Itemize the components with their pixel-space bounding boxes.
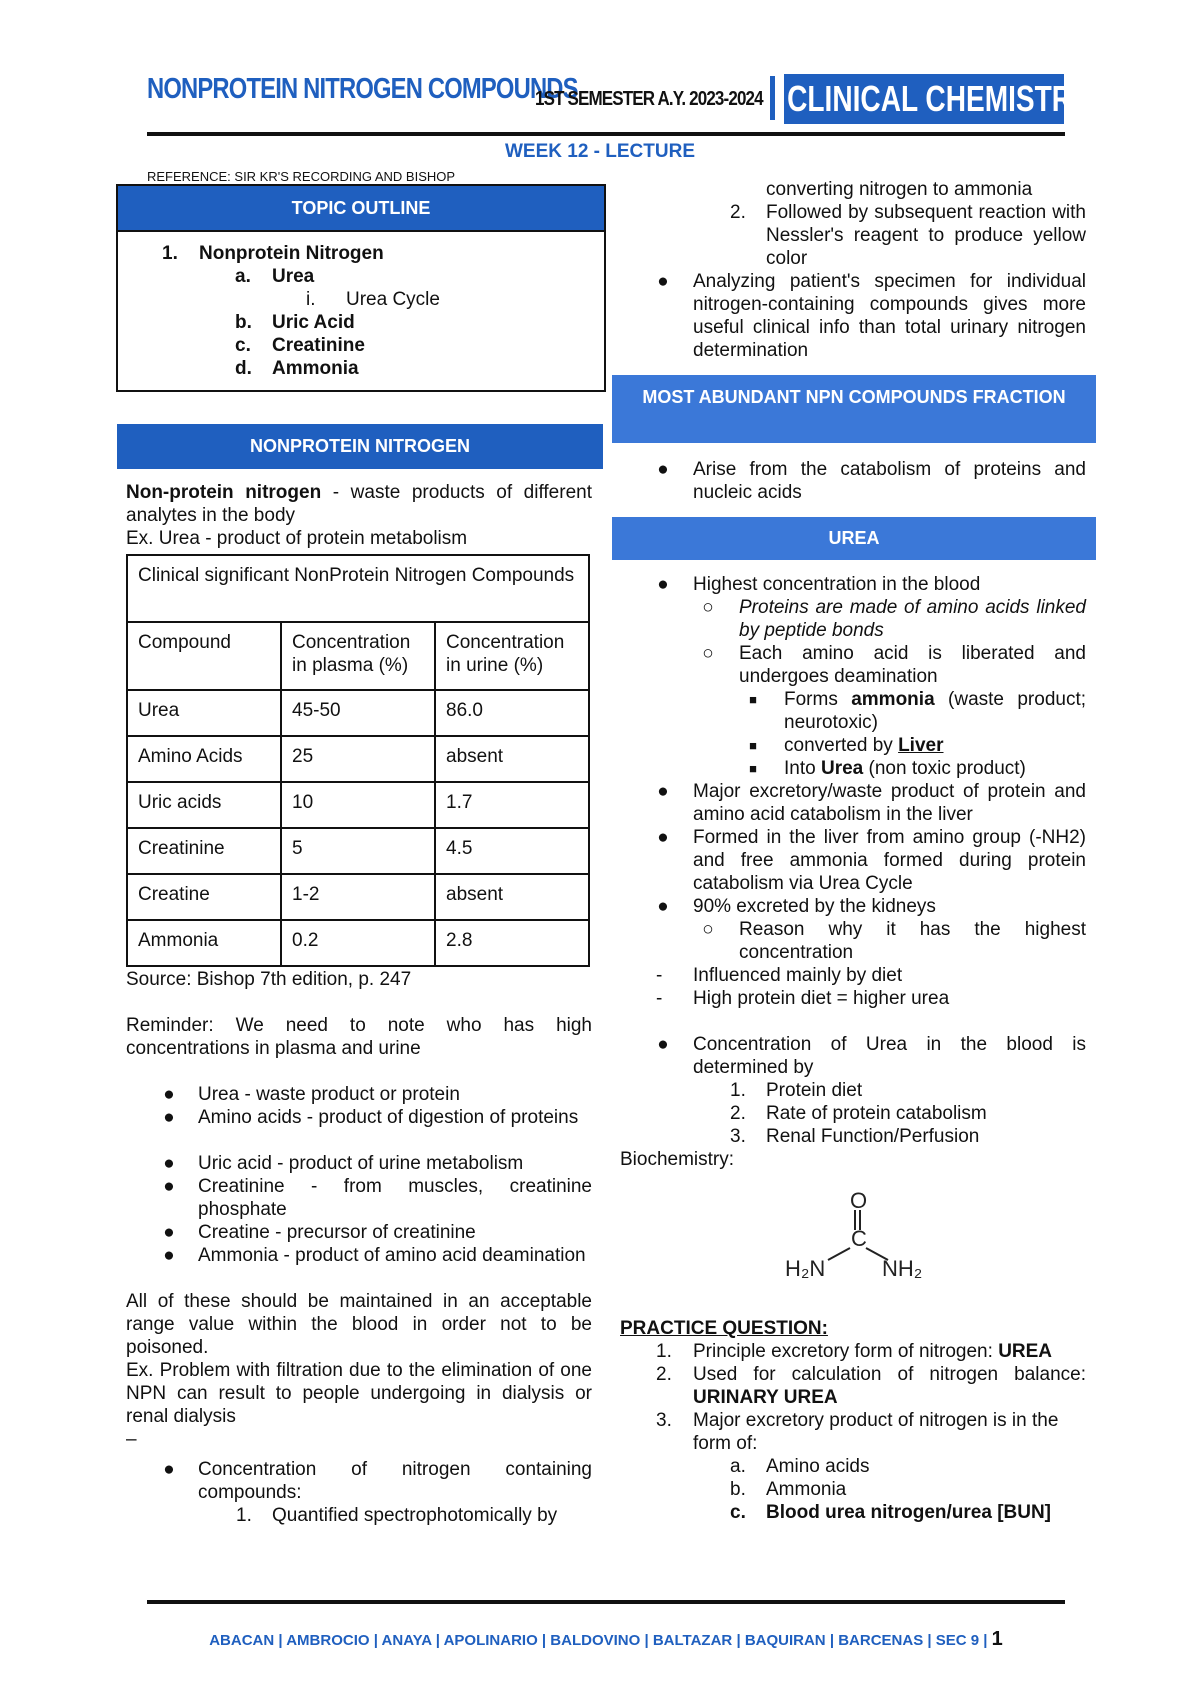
answer: UREA — [998, 1341, 1053, 1362]
question-text: Used for calculation of nitrogen balance: — [693, 1364, 1086, 1385]
outline-num: b. — [235, 312, 252, 333]
outline-num: 1. — [162, 243, 178, 264]
text-bold: Urea — [820, 758, 864, 779]
table-cell: Creatinine — [127, 828, 281, 874]
author: AMBROCIO — [286, 1632, 370, 1649]
list-item: Renal Function/Perfusion — [766, 1126, 980, 1147]
list-number: 1. — [730, 1080, 746, 1101]
outline-num: c. — [235, 335, 251, 356]
bullet-icon: ● — [657, 827, 669, 848]
npn-example: Ex. Urea - product of protein metabolism — [126, 528, 468, 549]
list-item: Amino acids - product of digestion of proteins — [198, 1107, 579, 1128]
dash-separator: – — [126, 1429, 137, 1450]
week-label: WEEK 12 - LECTURE — [504, 141, 696, 162]
outline-item: Creatinine — [272, 335, 365, 356]
list-item-continuation: converting nitrogen to ammonia — [766, 179, 1033, 200]
author: ABACAN — [209, 1632, 275, 1649]
outline-item: Urea Cycle — [346, 289, 440, 310]
urea-structure-diagram — [770, 1190, 930, 1290]
square-bullet-icon: ■ — [749, 692, 757, 707]
practice-heading: PRACTICE QUESTION: — [620, 1318, 828, 1339]
npn-table — [126, 554, 590, 967]
list-item: Creatine - precursor of creatinine — [198, 1222, 476, 1243]
list-number: 2. — [656, 1364, 672, 1385]
bullet-icon: ● — [657, 1034, 669, 1055]
table-caption: Clinical significant NonProtein Nitrogen Compounds — [127, 555, 589, 622]
author: ANAYA — [381, 1632, 432, 1649]
topic-outline-heading: TOPIC OUTLINE — [118, 186, 604, 232]
circle-bullet-icon: ○ — [702, 643, 714, 664]
question: Major excretory product of nitrogen is in the form of: — [693, 1410, 1059, 1454]
option-correct: Blood urea nitrogen/urea [BUN] — [766, 1502, 1052, 1523]
bullet-icon: ● — [163, 1084, 175, 1105]
bullet-icon: ● — [657, 896, 669, 917]
list-number: 3. — [656, 1410, 672, 1431]
list-item: Protein diet — [766, 1080, 863, 1101]
urea-heading: UREA — [612, 517, 1096, 560]
list-item: Creatinine - from muscles, creatinine phosphate — [198, 1176, 592, 1220]
list-item: Ammonia - product of amino acid deamination — [198, 1245, 586, 1266]
list-item: Concentration of nitrogen containing compounds: — [198, 1459, 592, 1503]
table-cell: Creatine — [127, 874, 281, 920]
list-item: Highest concentration in the blood — [693, 574, 981, 595]
text: (waste product; neurotoxic) — [784, 689, 1087, 733]
table-cell: 0.2 — [281, 920, 435, 966]
table-cell: 5 — [281, 828, 435, 874]
text: (non toxic product) — [863, 758, 1026, 779]
biochemistry-label: Biochemistry: — [620, 1149, 735, 1170]
semester-label: 1ST SEMESTER A.Y. 2023-2024 — [535, 88, 763, 110]
bullet-icon: ● — [657, 459, 669, 480]
footer-rule — [147, 1600, 1065, 1604]
table-cell: 4.5 — [435, 828, 589, 874]
course-badge — [784, 74, 1113, 124]
list-item: Concentration of Urea in the blood is determined by — [693, 1034, 1086, 1078]
table-cell: 1-2 — [281, 874, 435, 920]
table-cell: Ammonia — [127, 920, 281, 966]
bullet-icon: ● — [163, 1107, 175, 1128]
author: APOLINARIO — [443, 1632, 538, 1649]
table-cell: absent — [435, 874, 589, 920]
list-item: High protein diet = higher urea — [693, 988, 950, 1009]
list-item — [784, 688, 1086, 734]
bond-line — [828, 1248, 850, 1260]
dash-bullet: - — [656, 988, 663, 1009]
page-number: 1 — [991, 1628, 1003, 1650]
list-item: Followed by subsequent reaction with Nessler's reagent to produce yellow color — [766, 202, 1086, 269]
table-cell: 1.7 — [435, 782, 589, 828]
header-divider — [770, 76, 775, 120]
square-bullet-icon: ■ — [749, 738, 757, 753]
oxygen-atom: O — [850, 1190, 868, 1213]
list-item: Formed in the liver from amino group (-NH2) and free ammonia formed during protein catabolism via Urea Cycle — [693, 827, 1086, 894]
list-item — [784, 757, 1086, 780]
npn-definition-text: - waste products of different analytes in the body — [126, 482, 592, 526]
paragraph: All of these should be maintained in an acceptable range value within the blood in order not to be poisoned. — [126, 1291, 592, 1358]
text: Forms — [784, 689, 852, 710]
question — [693, 1363, 1086, 1409]
circle-bullet-icon: ○ — [702, 919, 714, 940]
outline-item: Ammonia — [272, 358, 359, 379]
question-text: Principle excretory form of nitrogen: — [693, 1341, 999, 1362]
bullet-icon: ● — [163, 1222, 175, 1243]
npn-term: Non-protein nitrogen — [126, 482, 322, 503]
list-item: Analyzing patient's specimen for individual nitrogen-containing compounds gives more useful clinical info than total urinary nitrogen determination — [693, 271, 1086, 361]
course-title: CLINICAL CHEMISTRY 1 — [787, 78, 1113, 119]
table-cell: Uric acids — [127, 782, 281, 828]
document-title: NONPROTEIN NITROGEN COMPOUNDS — [147, 73, 578, 105]
table-cell: 45-50 — [281, 690, 435, 736]
list-item: Arise from the catabolism of proteins and nucleic acids — [693, 459, 1086, 503]
outline-num: a. — [235, 266, 251, 287]
table-cell: absent — [435, 736, 589, 782]
option-letter: b. — [730, 1479, 746, 1500]
outline-num: i. — [306, 289, 316, 310]
option-letter: c. — [730, 1502, 746, 1523]
carbon-atom: C — [851, 1226, 867, 1251]
bullet-icon: ● — [657, 574, 669, 595]
list-item: Urea - waste product or protein — [198, 1084, 460, 1105]
list-item: 90% excreted by the kidneys — [693, 896, 936, 917]
list-item: Quantified spectrophotomically by — [272, 1505, 558, 1526]
question — [693, 1340, 1086, 1363]
list-item: Rate of protein catabolism — [766, 1103, 987, 1124]
footer-authors: ABACAN | AMBROCIO | ANAYA | APOLINARIO | BALDOVINO | BALTAZAR | BAQUIRAN | BARCENAS | SEC 9 | 1 — [209, 1628, 1003, 1650]
table-cell: 25 — [281, 736, 435, 782]
answer: URINARY UREA — [693, 1387, 838, 1408]
outline-item: Uric Acid — [272, 312, 355, 333]
dash-bullet: - — [656, 965, 663, 986]
table-header: Concentration in urine (%) — [435, 622, 589, 690]
table-cell: 86.0 — [435, 690, 589, 736]
text: Into — [784, 758, 821, 779]
amine-group: H₂N — [785, 1256, 826, 1281]
topic-outline-box — [116, 184, 606, 392]
text-bold: ammonia — [851, 689, 935, 710]
list-item: Each amino acid is liberated and undergoes deamination — [739, 643, 1086, 687]
list-item: Uric acid - product of urine metabolism — [198, 1153, 524, 1174]
author: BALTAZAR — [652, 1632, 733, 1649]
text-bold: Liver — [898, 735, 944, 756]
table-cell: 10 — [281, 782, 435, 828]
list-item: Proteins are made of amino acids linked by peptide bonds — [739, 597, 1086, 641]
list-number: 2. — [730, 1103, 746, 1124]
table-header: Concentration in plasma (%) — [281, 622, 435, 690]
author: BALDOVINO — [550, 1632, 641, 1649]
bullet-icon: ● — [163, 1459, 175, 1480]
option: Ammonia — [766, 1479, 847, 1500]
circle-bullet-icon: ○ — [702, 597, 714, 618]
bullet-icon: ● — [163, 1176, 175, 1197]
header-rule — [147, 132, 1065, 136]
square-bullet-icon: ■ — [749, 761, 757, 776]
outline-item: Urea — [272, 266, 315, 287]
author: BARCENAS — [838, 1632, 924, 1649]
npn-heading: NONPROTEIN NITROGEN — [117, 424, 603, 469]
list-item: Influenced mainly by diet — [693, 965, 903, 986]
author: BAQUIRAN — [744, 1632, 826, 1649]
bullet-icon: ● — [163, 1153, 175, 1174]
list-item — [784, 734, 1086, 757]
option: Amino acids — [766, 1456, 870, 1477]
outline-item: Nonprotein Nitrogen — [199, 243, 384, 264]
table-source: Source: Bishop 7th edition, p. 247 — [126, 969, 412, 990]
paragraph: Ex. Problem with filtration due to the elimination of one NPN can result to people undergoing in dialysis or renal dialysis — [126, 1360, 592, 1427]
table-header: Compound — [127, 622, 281, 690]
outline-num: d. — [235, 358, 252, 379]
amine-group: NH₂ — [882, 1256, 923, 1281]
table-cell: Amino Acids — [127, 736, 281, 782]
list-number: 3. — [730, 1126, 746, 1147]
list-item: Major excretory/waste product of protein and amino acid catabolism in the liver — [693, 781, 1086, 825]
npn-definition — [126, 481, 592, 527]
bullet-icon: ● — [657, 271, 669, 292]
list-number: 1. — [236, 1505, 252, 1526]
bullet-icon: ● — [163, 1245, 175, 1266]
abundant-heading: MOST ABUNDANT NPN COMPOUNDS FRACTION — [612, 375, 1096, 443]
table-cell: Urea — [127, 690, 281, 736]
option-letter: a. — [730, 1456, 746, 1477]
text: converted by — [784, 735, 899, 756]
section: SEC 9 — [935, 1632, 980, 1649]
bullet-icon: ● — [657, 781, 669, 802]
reference-line: REFERENCE: SIR KR'S RECORDING AND BISHOP — [147, 169, 456, 184]
reminder-text: Reminder: We need to note who has high concentrations in plasma and urine — [126, 1015, 592, 1059]
list-number: 2. — [730, 202, 746, 223]
list-number: 1. — [656, 1341, 672, 1362]
list-item: Reason why it has the highest concentration — [739, 919, 1086, 963]
table-cell: 2.8 — [435, 920, 589, 966]
